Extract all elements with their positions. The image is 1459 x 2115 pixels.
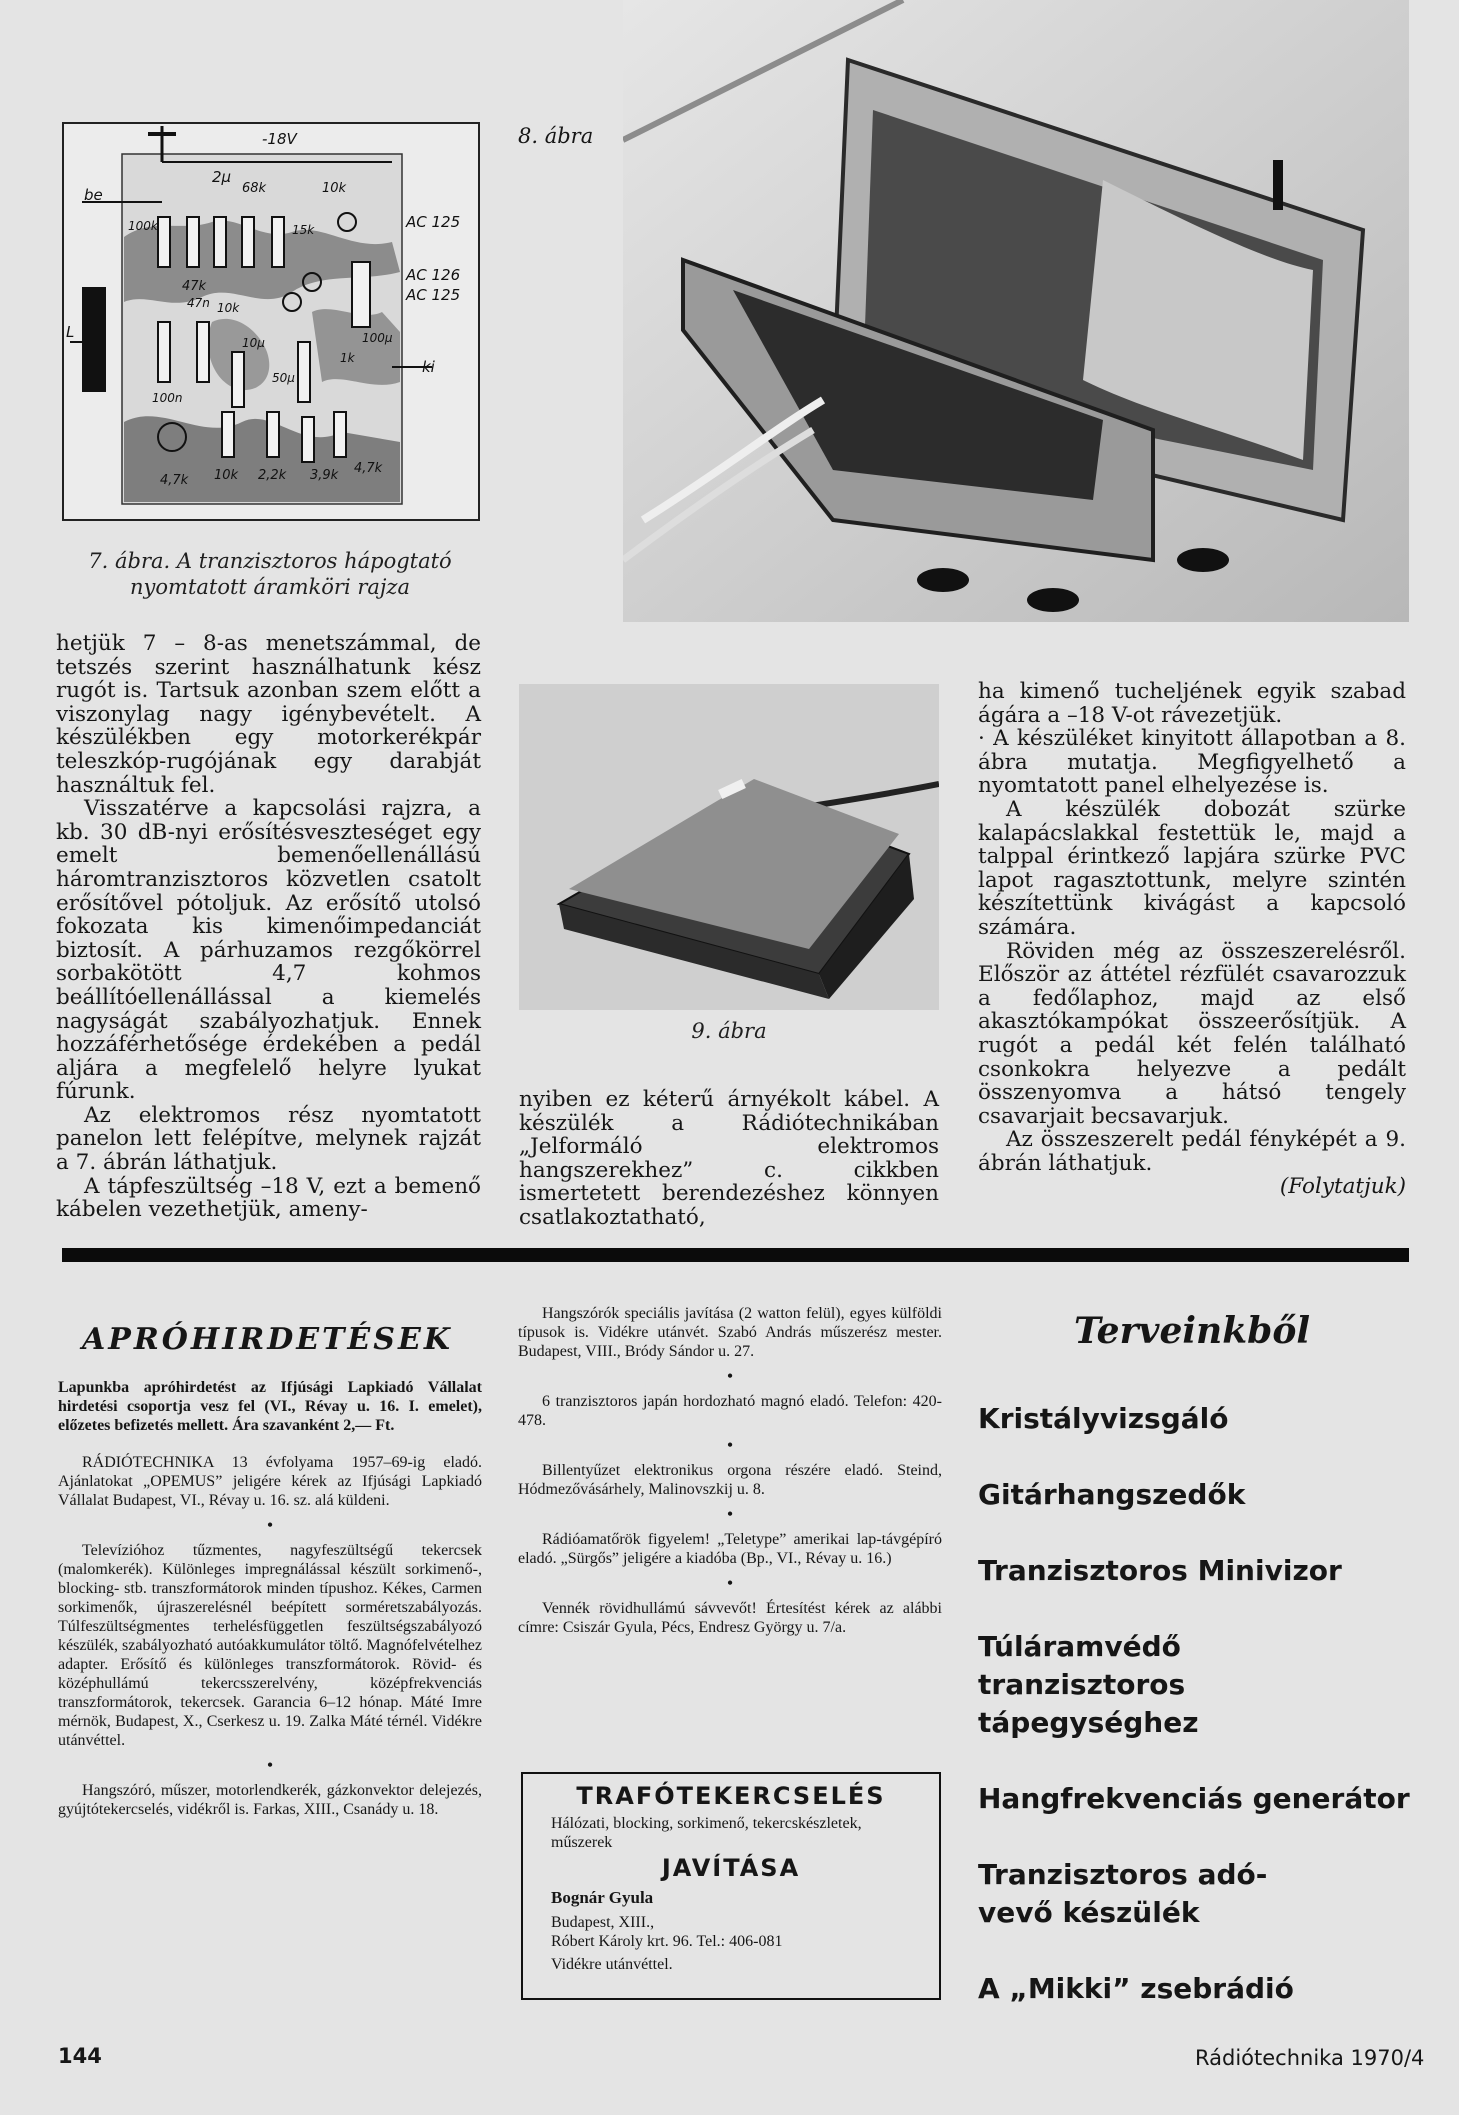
label-supply: -18V bbox=[262, 130, 297, 148]
figure9-photo bbox=[519, 684, 939, 1010]
label-r6: 47n bbox=[187, 296, 210, 310]
open-pedal-photo bbox=[623, 0, 1409, 622]
label-r3: 10k bbox=[322, 181, 347, 196]
label-b4: 3,9k bbox=[310, 468, 339, 483]
classifieds-heading: APRÓHIRDETÉSEK bbox=[82, 1322, 453, 1357]
classified-ad: RÁDIÓTECHNIKA 13 évfolyama 1957–69-ig eladó. Ajánlatokat „OPEMUS” jeligére kérek az Ifjúsági Lapkiadó Vállalat Budapest, VI., Révay u. 16. sz. alá küldeni. bbox=[58, 1454, 482, 1509]
label-output: ki bbox=[422, 358, 435, 376]
section-divider bbox=[62, 1248, 1409, 1262]
article-column-3 bbox=[978, 680, 1406, 1199]
figure8-photo bbox=[623, 0, 1409, 622]
figure9-caption: 9. ábra bbox=[691, 1019, 767, 1043]
classifieds-intro: Lapunkba apróhirdetést az Ifjúsági Lapkiadó Vállalat hirdetési csoportja vesz fel (VI., Révay u. 16. I. emelet), előzetes befizetés mellett. Ára szavanként 2,— Ft. bbox=[58, 1379, 482, 1434]
label-transistor2: AC 126 bbox=[406, 266, 461, 284]
classifieds-middle-column: Hangszórók speciális javítása (2 watton felül), egyes külföldi típusok is. Vidékre utánvét. Szabó András műszerész mester. Budapest, VIII., Bródy Sándor u. 27. • 6 tranzisztoros japán hordozható magnó eladó. Telefon: 420-478. • Billentyűzet elektronikus orgona részére eladó. Steind, Hódmezővásárhely, Malinovszkij u. 8. • Rádióamatőrök figyelem! „Teletype” amerikai lap-távgépíró eladó. „Sürgős” jeligére a kiadóba (Bp., VI., Révay u. 16.) • Vennék rövidhullámú sávvevőt! Értesítést kérek az alábbi címre: Csiszár Gyula, Pécs, Endresz György u. 7/a. bbox=[518, 1305, 942, 1636]
label-input: be bbox=[84, 186, 103, 204]
classified-ad: Rádióamatőrök figyelem! „Teletype” amerikai lap-távgépíró eladó. „Sürgős” jeligére a kiadóba (Bp., VI., Révay u. 16.) bbox=[518, 1531, 942, 1567]
col3-paragraph: · A készüléket kinyitott állapotban a 8. ábra mutatja. Megfigyelhető a nyomtatott panel elhelyezése is. bbox=[978, 726, 1406, 799]
article-column-1 bbox=[56, 632, 481, 1222]
trafo-ad-title: TRAFÓTEKERCSELÉS bbox=[576, 1782, 886, 1810]
plan-item: Tranzisztoros Minivizor bbox=[978, 1554, 1342, 1587]
page-number: 144 bbox=[58, 2044, 102, 2068]
magazine-issue: Rádiótechnika 1970/4 bbox=[1195, 2046, 1425, 2070]
trafo-ad-address: Budapest, XIII., bbox=[551, 1914, 655, 1931]
col1-paragraph: hetjük 7 – 8-as menetszámmal, de tetszés szerint használhatunk kész rugót is. Tartsuk azonban szem előtt a viszonylag nagy igénybevételt. A készülékben egy motorkerékpár teleszkóp-rugójának egy darabját használtuk fel. bbox=[56, 631, 481, 798]
label-c5: 100µ bbox=[362, 331, 393, 345]
classified-ad: Televízióhoz tűzmentes, nagyfeszültségű tekercsek (malomkerék). Különleges impregnálással készült sorkimenő-, blocking- stb. transzformátorok minden típushoz. Kékes, Carmen sorkimenők, újraszerelésnél beépített sorméretszabályozás. Túlfeszültségmentes terhelésfüggetlen feszültségszabályozó készülék, szabályozható autóakkumulátor töltő. Magnófelvételhez adapter. Erősítő és különleges transzformátorok. Rövid- és középhullámú tekercsszerelvény, középfrekvenciás transzformátorok, tekercsek. Garancia 6–12 hónap. Máté Imre mérnök, Budapest, X., Cserkesz u. 19. Zalka Máté térnél. Vidékre utánvéttel. bbox=[58, 1542, 482, 1749]
plan-item: Gitárhangszedők bbox=[978, 1478, 1246, 1511]
label-c1: 2µ bbox=[212, 168, 232, 186]
label-r1: 100k bbox=[128, 219, 158, 233]
trafo-ad-address: Róbert Károly krt. 96. Tel.: 406-081 bbox=[551, 1933, 783, 1950]
col3-paragraph: Röviden még az összeszerelésről. Először az áttétel rézfülét csavarozzuk a fedőlaphoz, majd az első akasztókampókat összeerősítjük. A rugót a pedál két felén található csonkokra helyezve a pedált összenyomva a hátsó tengely csavarjait becsavarjuk. bbox=[978, 938, 1406, 1129]
col2-paragraph: nyiben ez kéterű árnyékolt kábel. A készülék a Rádiótechnikában „Jelformáló elektromos hangszerekhez” c. cikkben ismertetett berendezéshez könnyen csatlakoztatható, bbox=[519, 1087, 939, 1230]
closed-pedal-photo bbox=[519, 684, 939, 1010]
trafo-ad-title2: JAVÍTÁSA bbox=[661, 1854, 801, 1882]
label-transistor3: AC 125 bbox=[406, 286, 461, 304]
col1-paragraph: Az elektromos rész nyomtatott panelon lett felépítve, melynek rajzát a 7. ábrán láthatjuk. bbox=[56, 1102, 481, 1176]
label-r4: 15k bbox=[292, 223, 315, 237]
label-r5: 47k bbox=[182, 279, 207, 294]
col3-paragraph: ha kimenő tucheljének egyik szabad ágára a –18 V-ot rávezetjük. bbox=[978, 679, 1406, 728]
label-r2: 68k bbox=[242, 181, 267, 196]
figure7-schematic bbox=[62, 122, 480, 522]
plan-item: Tranzisztoros adó-vevő készülék bbox=[978, 1858, 1268, 1929]
article-column-2 bbox=[519, 1088, 939, 1230]
col1-paragraph: A tápfeszültség –18 V, ezt a bemenő kábelen vezethetjük, ameny- bbox=[56, 1173, 481, 1223]
plans-list bbox=[978, 1400, 1418, 2008]
classified-ad: Hangszórók speciális javítása (2 watton felül), egyes külföldi típusok is. Vidékre utánvét. Szabó András műszerész mester. Budapest, VIII., Bródy Sándor u. 27. bbox=[518, 1305, 942, 1360]
label-b2: 10k bbox=[214, 468, 239, 483]
trafo-ad-name: Bognár Gyula bbox=[551, 1888, 654, 1907]
label-c4: 50µ bbox=[272, 371, 295, 385]
classified-ad: Vennék rövidhullámú sávvevőt! Értesítést kérek az alábbi címre: Csiszár Gyula, Pécs, Endresz György u. 7/a. bbox=[518, 1600, 942, 1636]
figure7-caption: 7. ábra. A tranzisztoros hápogtató nyomtatott áramköri rajza bbox=[88, 549, 452, 599]
figure8-caption: 8. ábra bbox=[518, 124, 594, 148]
label-transistor1: AC 125 bbox=[406, 213, 461, 231]
classified-ad: Hangszóró, műszer, motorlendkerék, gázkonvektor delejezés, gyújtótekercselés, vidékről is. Farkas, XIII., Csanády u. 18. bbox=[58, 1782, 482, 1818]
classified-ad: Billentyűzet elektronikus orgona részére eladó. Steind, Hódmezővásárhely, Malinovszkij u. 8. bbox=[518, 1462, 942, 1498]
col1-paragraph: Visszatérve a kapcsolási rajzra, a kb. 30 dB-nyi erősítésveszteséget egy emelt bemenőellenállású háromtranzisztoros közvetlen csatolt erősítővel pótoljuk. Az erősítő utolsó fokozata kis kimenőimpedanciát biztosít. A párhuzamos rezgőkörrel sorbakötött 4,7 kohmos beállítóellenállással a kiemelés nagyságát szabályozhatjuk. Ennek hozzáférhetősége érdekében a pedál aljára a megfelelő helyre lyukat fúrunk. bbox=[56, 796, 481, 1105]
plan-item: A „Mikki” zsebrádió bbox=[978, 1972, 1294, 2005]
label-r7: 10k bbox=[217, 301, 240, 315]
label-c2: 100n bbox=[152, 391, 183, 405]
label-coil: L bbox=[66, 323, 75, 341]
continued-note: (Folytatjuk) bbox=[1279, 1174, 1406, 1200]
label-r8: 1k bbox=[340, 351, 355, 365]
plan-item: Hangfrekvenciás generátor bbox=[978, 1782, 1410, 1815]
col3-paragraph: Az összeszerelt pedál fényképét a 9. ábrán láthatjuk. bbox=[978, 1127, 1406, 1176]
label-c3: 10µ bbox=[242, 336, 265, 350]
col3-paragraph: A készülék dobozát szürke kalapácslakkal festettük le, majd a talppal érintkező lapjára szürke PVC lapot ragasztottunk, melyre szintén készítettünk kivágást a kapcsoló számára. bbox=[978, 796, 1406, 940]
plan-item: Kristályvizsgáló bbox=[978, 1402, 1229, 1435]
classifieds-left-column: Lapunkba apróhirdetést az Ifjúsági Lapkiadó Vállalat hirdetési csoportja vesz fel (VI., Révay u. 16. I. emelet), előzetes befizetés mellett. Ára szavanként 2,— Ft. RÁDIÓTECHNIKA 13 évfolyama 1957–69-ig eladó. Ajánlatokat „OPEMUS” jeligére kérek az Ifjúsági Lapkiadó Vállalat Budapest, VI., Révay u. 16. sz. alá küldeni. • Televízióhoz tűzmentes, nagyfeszültségű tekercsek (malomkerék). Különleges impregnálással készült sorkimenő-, blocking- stb. transzformátorok minden típushoz. Kékes, Carmen sorkimenők, újraszerelésnél beépített sorméretszabályozás. Túlfeszültségmentes terhelésfüggetlen feszültségszabályozó készülék, szabályozható autóakkumulátor töltő. Magnófelvételhez adapter. Erősítő és különleges transzformátorok. Rövid- és középhullámú tekercsszerelvény, középfrekvenciás transzformátorok, tekercsek. Garancia 6–12 hónap. Máté Imre mérnök, Budapest, X., Cserkesz u. 19. Zalka Máté térnél. Vidékre utánvéttel. • Hangszóró, műszer, motorlendkerék, gázkonvektor delejezés, gyújtótekercselés, vidékről is. Farkas, XIII., Csanády u. 18. bbox=[58, 1379, 482, 1818]
plan-item: Túláramvédő tranzisztoros tápegységhez bbox=[978, 1630, 1199, 1739]
circuit-board-drawing bbox=[62, 122, 480, 522]
trafo-ad-subtitle: Hálózati, blocking, sorkimenő, tekercskészletek, műszerek bbox=[551, 1815, 862, 1851]
trafo-ad-note: Vidékre utánvéttel. bbox=[551, 1956, 673, 1973]
trafo-ad-box bbox=[521, 1772, 941, 2000]
label-b1: 4,7k bbox=[160, 473, 189, 488]
classified-ad: 6 tranzisztoros japán hordozható magnó eladó. Telefon: 420-478. bbox=[518, 1393, 942, 1429]
label-b5: 4,7k bbox=[354, 461, 383, 476]
label-b3: 2,2k bbox=[258, 468, 287, 483]
plans-heading: Terveinkből bbox=[1074, 1310, 1311, 1352]
